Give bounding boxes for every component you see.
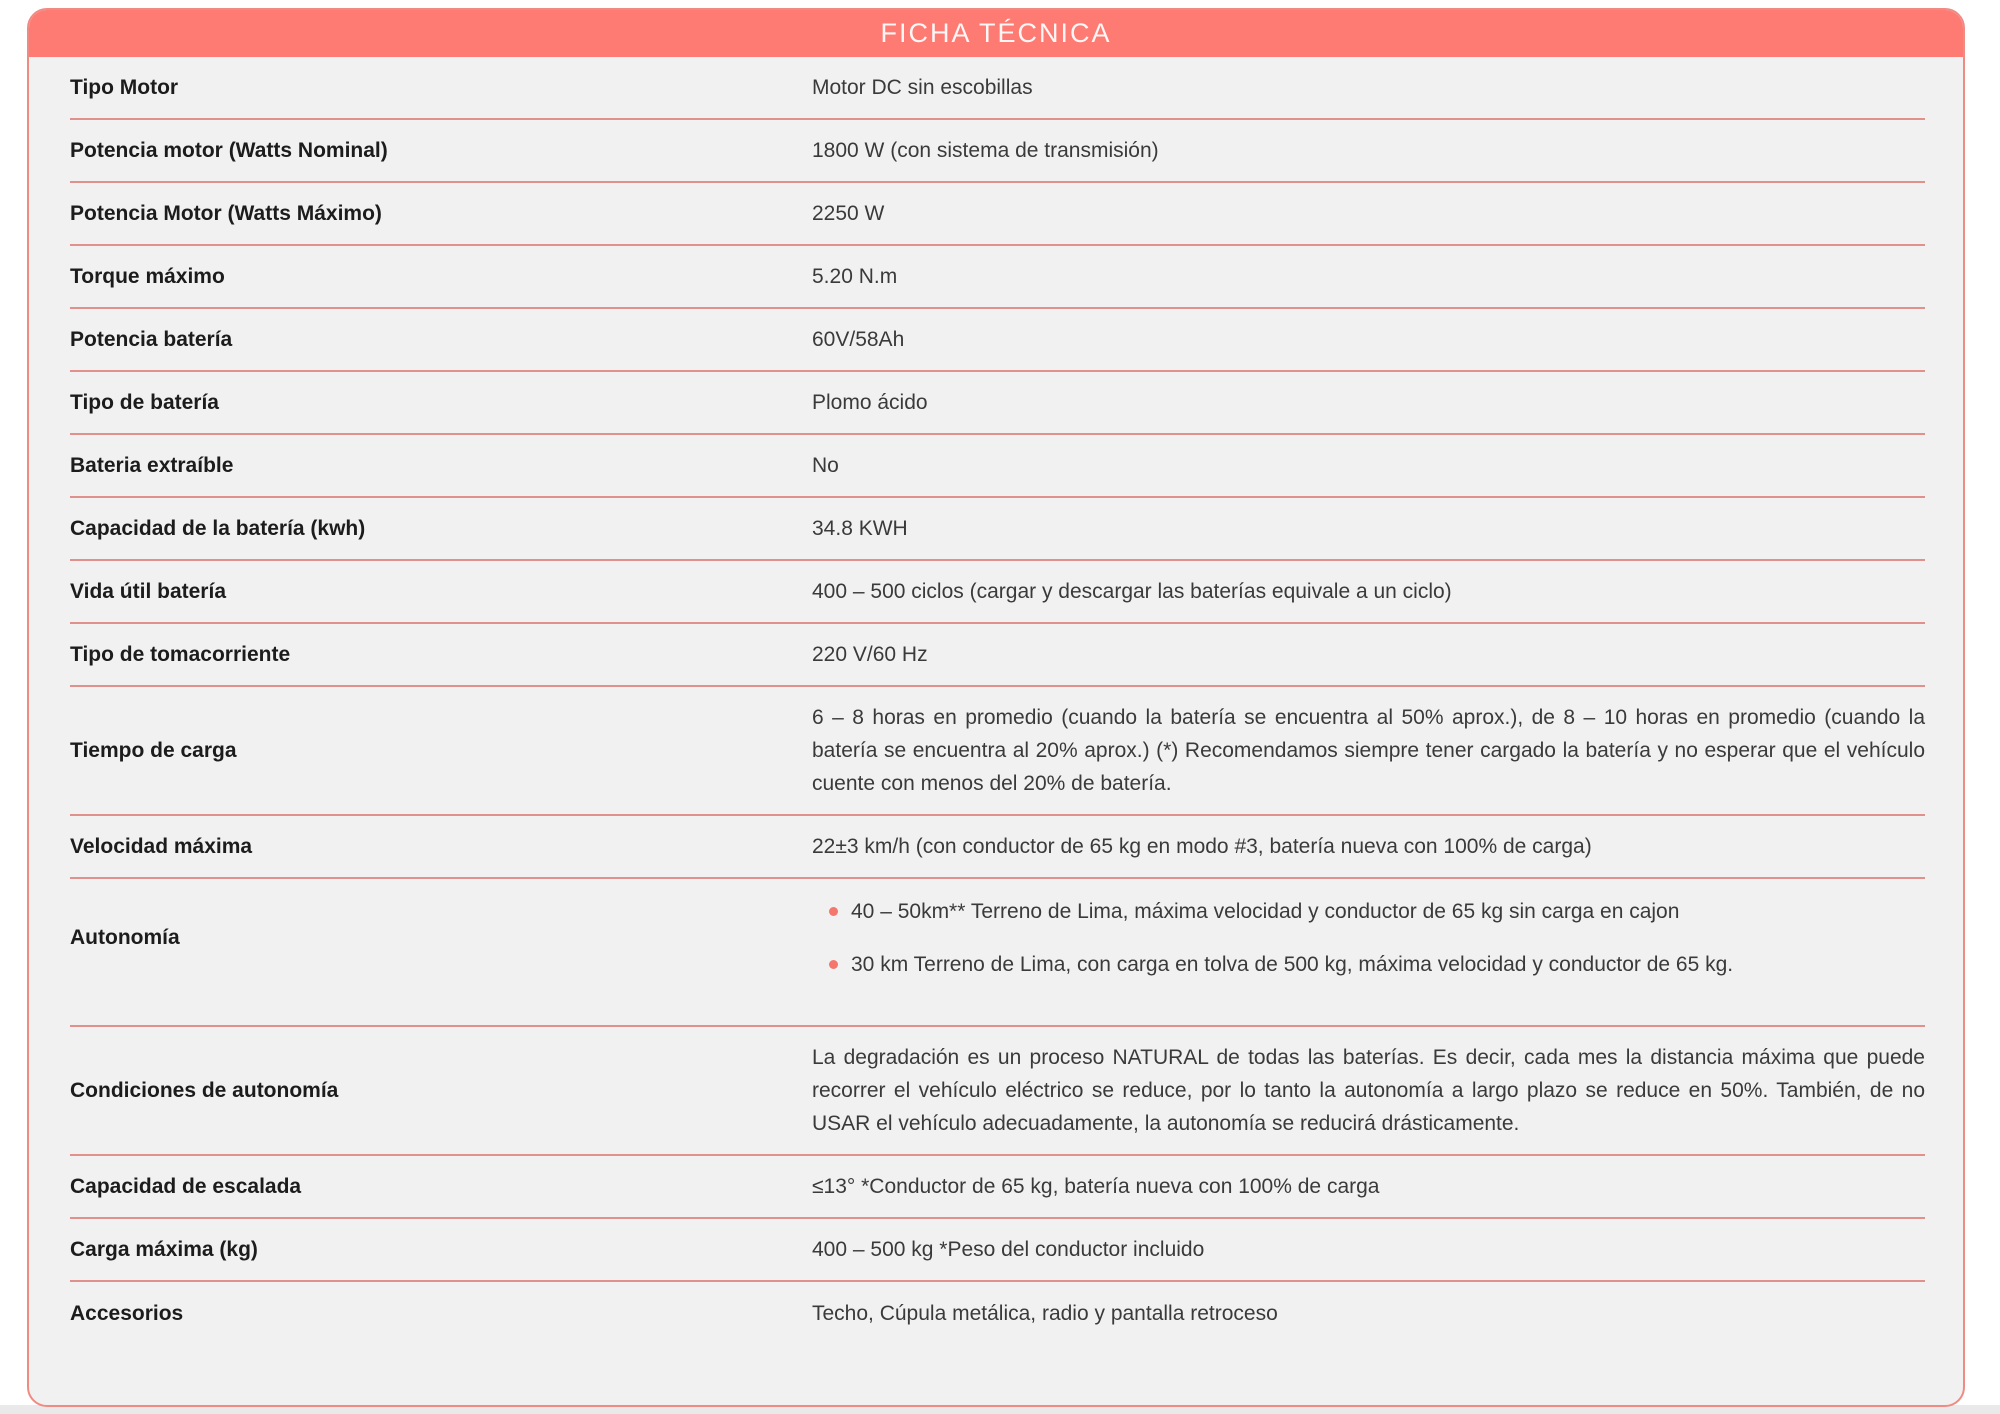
table-row-tipo-bateria <box>70 372 1925 435</box>
table-row-potencia-bateria <box>70 309 1925 372</box>
row-label: Torque máximo <box>70 264 225 288</box>
row-label: Tipo Motor <box>70 75 179 99</box>
table-row-capacidad-bateria <box>70 498 1925 561</box>
row-label: Potencia motor (Watts Nominal) <box>70 138 388 162</box>
row-label: Accesorios <box>70 1301 184 1325</box>
bullet-text: 40 – 50km** Terreno de Lima, máxima velocidad y conductor de 65 kg sin carga en cajon <box>851 900 1680 923</box>
row-label: Tipo de batería <box>70 390 219 414</box>
row-label: Tipo de tomacorriente <box>70 642 291 666</box>
table-row-potencia-nominal <box>70 120 1925 183</box>
row-label: Velocidad máxima <box>70 834 253 858</box>
table-row-tipo-motor <box>70 57 1925 120</box>
row-value: ≤13° *Conductor de 65 kg, batería nueva con 100% de carga <box>812 1175 1380 1198</box>
row-value: 5.20 N.m <box>812 265 898 288</box>
row-label: Potencia batería <box>70 327 233 351</box>
row-value: 22±3 km/h (con conductor de 65 kg en modo #3, batería nueva con 100% de carga) <box>812 835 1592 858</box>
spec-card <box>27 8 1965 1407</box>
row-value: Motor DC sin escobillas <box>812 76 1033 99</box>
table-row-autonomia <box>70 879 1925 1027</box>
row-label: Capacidad de la batería (kwh) <box>70 516 366 540</box>
table-row-condiciones-autonomia <box>70 1027 1925 1156</box>
table-row-bateria-extraible <box>70 435 1925 498</box>
spec-table <box>29 57 1963 1345</box>
table-row-potencia-maxima <box>70 183 1925 246</box>
row-label: Vida útil batería <box>70 579 226 603</box>
table-row-accesorios <box>70 1282 1925 1345</box>
bullet-text: 30 km Terreno de Lima, con carga en tolva de 500 kg, máxima velocidad y conductor de 65 kg. <box>851 953 1734 976</box>
row-label: Bateria extraíble <box>70 453 234 477</box>
table-row-vida-util <box>70 561 1925 624</box>
bullet-dot-icon <box>829 907 838 916</box>
autonomy-bullet-item <box>812 895 1925 928</box>
row-value: 60V/58Ah <box>812 328 905 351</box>
row-value: 400 – 500 ciclos (cargar y descargar las baterías equivale a un ciclo) <box>812 580 1452 603</box>
row-label: Potencia Motor (Watts Máximo) <box>70 201 382 225</box>
row-value <box>812 895 1925 981</box>
table-row-carga-maxima <box>70 1219 1925 1282</box>
table-row-tiempo-carga <box>70 687 1925 816</box>
row-value: 220 V/60 Hz <box>812 643 928 666</box>
row-value: Plomo ácido <box>812 391 928 414</box>
table-row-capacidad-escalada <box>70 1156 1925 1219</box>
row-value: 400 – 500 kg *Peso del conductor incluido <box>812 1238 1205 1261</box>
row-value: 34.8 KWH <box>812 517 908 540</box>
row-label: Autonomía <box>70 926 180 949</box>
table-row-torque <box>70 246 1925 309</box>
autonomy-bullet-item <box>812 948 1925 981</box>
row-value: 6 – 8 horas en promedio (cuando la batería se encuentra al 50% aprox.), de 8 – 10 horas en promedio (cuando la batería se encuentra al 20% aprox.) (*) Recomendamos siempre tener cargado la batería y no esperar que el vehículo cuente con menos del 20% de batería. <box>812 706 1925 795</box>
row-value: No <box>812 454 839 477</box>
row-label: Condiciones de autonomía <box>70 1078 339 1102</box>
table-row-tomacorriente <box>70 624 1925 687</box>
row-value: La degradación es un proceso NATURAL de todas las baterías. Es decir, cada mes la distancia máxima que puede recorrer el vehículo eléctrico se reduce, por lo tanto la autonomía a largo plazo se reduce en 50%. También, de no USAR el vehículo adecuadamente, la autonomía se reducirá drásticamente. <box>812 1046 1925 1135</box>
row-value: 2250 W <box>812 202 885 225</box>
row-value: Techo, Cúpula metálica, radio y pantalla retroceso <box>812 1302 1278 1325</box>
row-label: Tiempo de carga <box>70 738 237 762</box>
table-row-velocidad-maxima <box>70 816 1925 879</box>
spec-header <box>29 10 1963 57</box>
row-label: Carga máxima (kg) <box>70 1237 258 1261</box>
page-title: FICHA TÉCNICA <box>880 18 1112 48</box>
row-label: Capacidad de escalada <box>70 1174 302 1198</box>
bullet-dot-icon <box>829 960 838 969</box>
row-value: 1800 W (con sistema de transmisión) <box>812 139 1159 162</box>
